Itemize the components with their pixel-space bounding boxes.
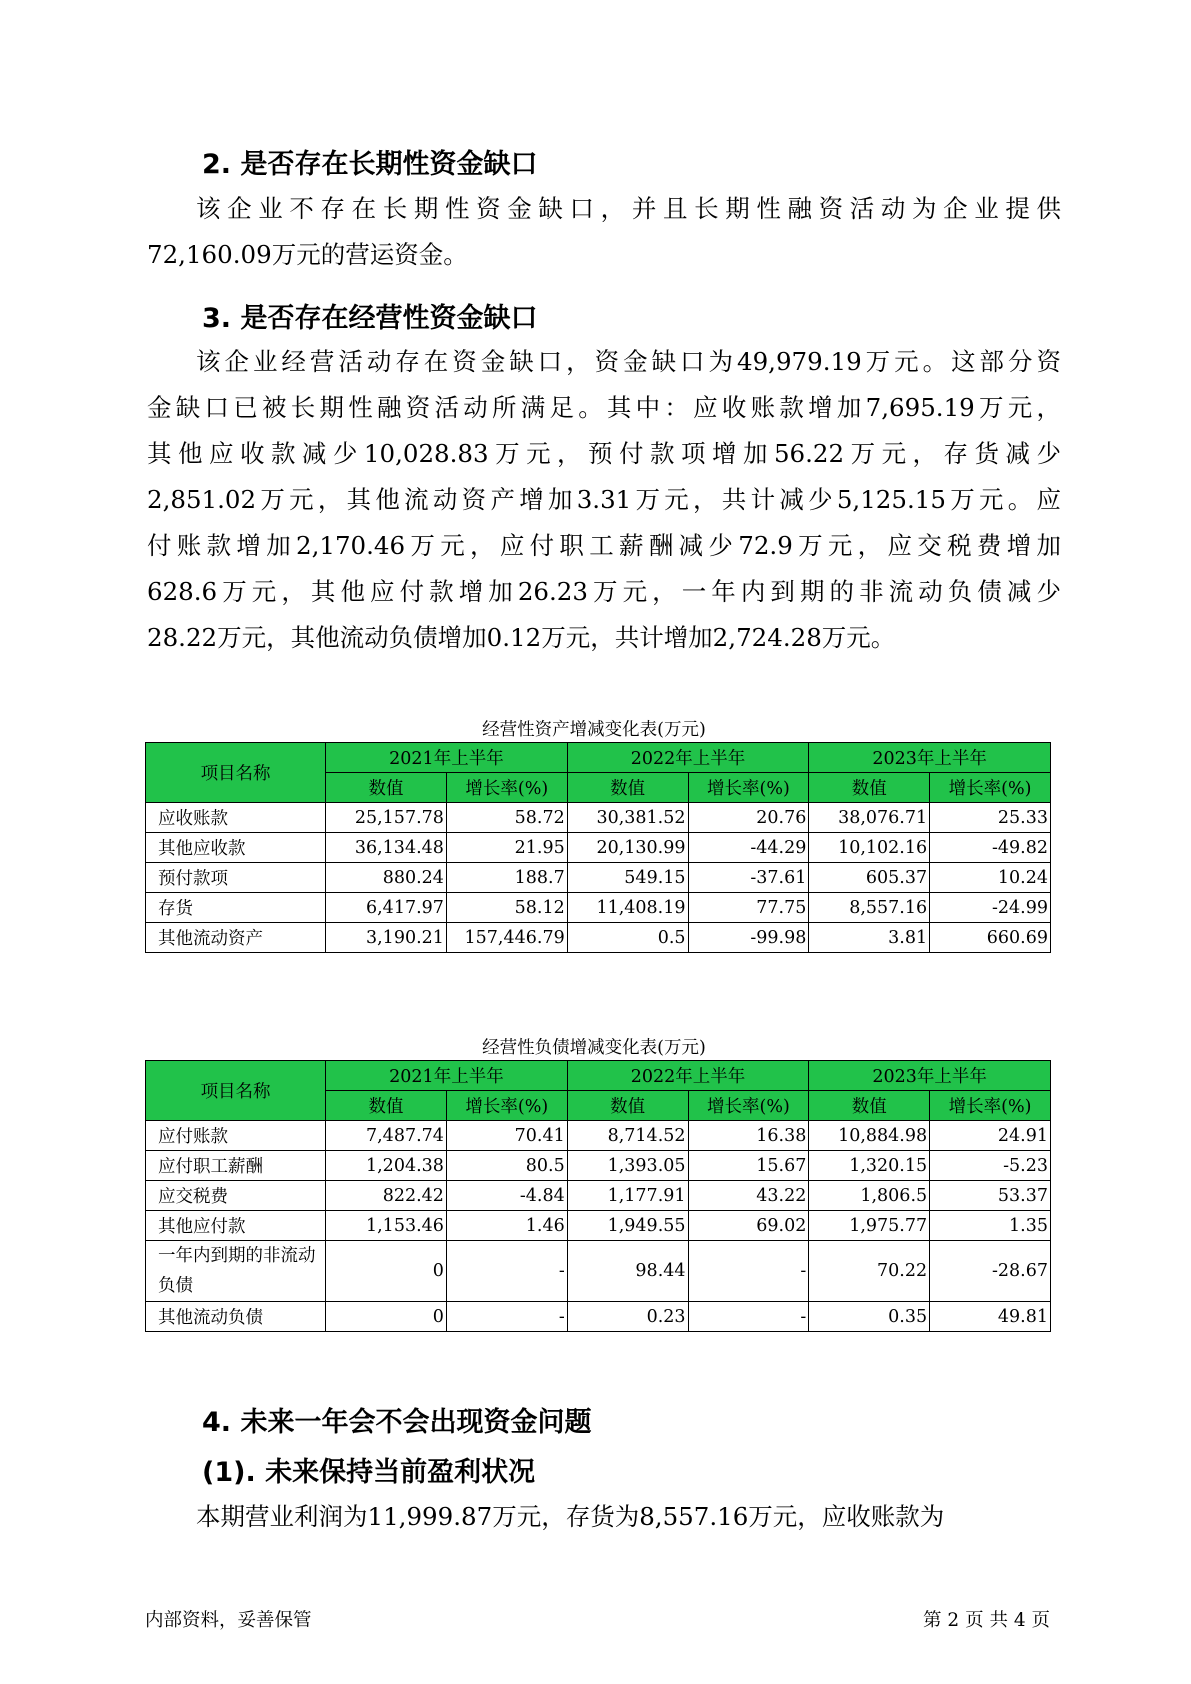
table-row <box>146 1302 1051 1332</box>
section-4-paragraph <box>147 1494 1061 1540</box>
column-header-value: 数值 <box>567 773 688 803</box>
row-label: 应交税费 <box>146 1181 326 1211</box>
column-header-period: 2021年上半年 <box>326 1061 568 1091</box>
table-row <box>146 1211 1051 1241</box>
table-cell: 1,320.15 <box>809 1151 930 1181</box>
table-cell: 43.22 <box>688 1181 809 1211</box>
table-cell: 80.5 <box>446 1151 567 1181</box>
row-label: 其他流动负债 <box>146 1302 326 1332</box>
row-label: 应付账款 <box>146 1121 326 1151</box>
table-cell: 1.46 <box>446 1211 567 1241</box>
section-2-paragraph <box>147 186 1061 278</box>
table-cell: -49.82 <box>930 833 1051 863</box>
table-cell: 24.91 <box>930 1121 1051 1151</box>
column-header-value: 数值 <box>326 1091 447 1121</box>
section-3-paragraph <box>147 339 1061 661</box>
table-cell: 58.72 <box>446 803 567 833</box>
column-header-growth-rate: 增长率(%) <box>446 1091 567 1121</box>
table-cell: 1.35 <box>930 1211 1051 1241</box>
paragraph-line: 628.6万元，其他应付款增加26.23万元，一年内到期的非流动负债减少 <box>147 577 1061 606</box>
table-cell: 20,130.99 <box>567 833 688 863</box>
footer-page-number: 第 2 页 共 4 页 <box>923 1610 1050 1631</box>
table-cell: 69.02 <box>688 1211 809 1241</box>
table-cell: 25,157.78 <box>326 803 447 833</box>
table-cell: 1,806.5 <box>809 1181 930 1211</box>
operating-assets-table <box>145 742 1051 953</box>
table-cell: 77.75 <box>688 893 809 923</box>
table-cell: 10,102.16 <box>809 833 930 863</box>
table-cell: 15.67 <box>688 1151 809 1181</box>
table-cell: 98.44 <box>567 1241 688 1302</box>
paragraph-line: 本期营业利润为11,999.87万元，存货为8,557.16万元，应收账款为 <box>196 1502 945 1531</box>
table-cell: 20.76 <box>688 803 809 833</box>
table-row <box>146 833 1051 863</box>
column-header-value: 数值 <box>567 1091 688 1121</box>
table-cell: -5.23 <box>930 1151 1051 1181</box>
table-cell: 6,417.97 <box>326 893 447 923</box>
section-3-heading: 3. 是否存在经营性资金缺口 <box>202 303 538 334</box>
table-cell: 8,714.52 <box>567 1121 688 1151</box>
table-cell: 1,393.05 <box>567 1151 688 1181</box>
table-cell: 38,076.71 <box>809 803 930 833</box>
paragraph-line: 其他应收款减少10,028.83万元，预付款项增加56.22万元，存货减少 <box>147 439 1061 468</box>
table-cell: 1,177.91 <box>567 1181 688 1211</box>
column-header-period: 2022年上半年 <box>567 743 809 773</box>
column-header-period: 2023年上半年 <box>809 1061 1051 1091</box>
column-header-growth-rate: 增长率(%) <box>688 1091 809 1121</box>
table-cell: - <box>446 1302 567 1332</box>
table-cell: - <box>688 1241 809 1302</box>
paragraph-line: 72,160.09万元的营运资金。 <box>147 240 468 269</box>
paragraph-line: 该企业经营活动存在资金缺口，资金缺口为49,979.19万元。这部分资 <box>196 347 1061 376</box>
row-label: 其他流动资产 <box>146 923 326 953</box>
section-4-subheading: (1). 未来保持当前盈利状况 <box>202 1457 536 1488</box>
column-header-item-name: 项目名称 <box>146 743 326 803</box>
row-label: 应收账款 <box>146 803 326 833</box>
table-cell: 7,487.74 <box>326 1121 447 1151</box>
table-cell: -4.84 <box>446 1181 567 1211</box>
table-cell: 549.15 <box>567 863 688 893</box>
column-header-period: 2022年上半年 <box>567 1061 809 1091</box>
table-cell: 880.24 <box>326 863 447 893</box>
column-header-value: 数值 <box>809 773 930 803</box>
table-cell: 10.24 <box>930 863 1051 893</box>
table-cell: -37.61 <box>688 863 809 893</box>
footer-confidential-note: 内部资料，妥善保管 <box>145 1610 312 1631</box>
table-cell: 11,408.19 <box>567 893 688 923</box>
table-row <box>146 803 1051 833</box>
column-header-growth-rate: 增长率(%) <box>930 1091 1051 1121</box>
table-cell: 70.41 <box>446 1121 567 1151</box>
column-header-period: 2023年上半年 <box>809 743 1051 773</box>
row-label: 其他应付款 <box>146 1211 326 1241</box>
table-cell: -99.98 <box>688 923 809 953</box>
row-label: 存货 <box>146 893 326 923</box>
table-cell: 3,190.21 <box>326 923 447 953</box>
column-header-item-name: 项目名称 <box>146 1061 326 1121</box>
column-header-growth-rate: 增长率(%) <box>930 773 1051 803</box>
table-cell: 188.7 <box>446 863 567 893</box>
paragraph-line: 2,851.02万元，其他流动资产增加3.31万元，共计减少5,125.15万元。应 <box>147 485 1061 514</box>
table-row <box>146 1151 1051 1181</box>
table-cell: - <box>446 1241 567 1302</box>
table-cell: 605.37 <box>809 863 930 893</box>
table-row <box>146 1181 1051 1211</box>
column-header-value: 数值 <box>326 773 447 803</box>
table-row <box>146 893 1051 923</box>
table-cell: -28.67 <box>930 1241 1051 1302</box>
table-cell: 21.95 <box>446 833 567 863</box>
table-row <box>146 923 1051 953</box>
table-cell: 36,134.48 <box>326 833 447 863</box>
table-2-caption: 经营性负债增减变化表(万元) <box>482 1038 706 1058</box>
table-row <box>146 863 1051 893</box>
table-row <box>146 1241 1051 1302</box>
row-label: 一年内到期的非流动负债 <box>146 1241 326 1302</box>
paragraph-line: 金缺口已被长期性融资活动所满足。其中：应收账款增加7,695.19万元， <box>147 393 1061 422</box>
table-cell: 0 <box>326 1302 447 1332</box>
table-cell: 70.22 <box>809 1241 930 1302</box>
table-cell: -44.29 <box>688 833 809 863</box>
table-cell: 0.23 <box>567 1302 688 1332</box>
paragraph-line: 付账款增加2,170.46万元，应付职工薪酬减少72.9万元，应交税费增加 <box>147 531 1061 560</box>
section-4-heading: 4. 未来一年会不会出现资金问题 <box>202 1407 592 1438</box>
table-cell: 30,381.52 <box>567 803 688 833</box>
paragraph-line: 28.22万元，其他流动负债增加0.12万元，共计增加2,724.28万元。 <box>147 623 896 652</box>
table-cell: 1,204.38 <box>326 1151 447 1181</box>
row-label: 其他应收款 <box>146 833 326 863</box>
table-cell: 660.69 <box>930 923 1051 953</box>
column-header-period: 2021年上半年 <box>326 743 568 773</box>
table-cell: 1,949.55 <box>567 1211 688 1241</box>
table-cell: 157,446.79 <box>446 923 567 953</box>
table-cell: 0 <box>326 1241 447 1302</box>
table-cell: 8,557.16 <box>809 893 930 923</box>
table-cell: 53.37 <box>930 1181 1051 1211</box>
row-label: 预付款项 <box>146 863 326 893</box>
table-1-caption: 经营性资产增减变化表(万元) <box>482 720 706 740</box>
column-header-value: 数值 <box>809 1091 930 1121</box>
column-header-growth-rate: 增长率(%) <box>446 773 567 803</box>
column-header-growth-rate: 增长率(%) <box>688 773 809 803</box>
section-2-heading: 2. 是否存在长期性资金缺口 <box>202 149 538 180</box>
table-cell: 822.42 <box>326 1181 447 1211</box>
row-label: 应付职工薪酬 <box>146 1151 326 1181</box>
table-cell: 0.35 <box>809 1302 930 1332</box>
table-cell: 49.81 <box>930 1302 1051 1332</box>
table-cell: 16.38 <box>688 1121 809 1151</box>
table-cell: 3.81 <box>809 923 930 953</box>
table-cell: 25.33 <box>930 803 1051 833</box>
table-cell: 0.5 <box>567 923 688 953</box>
table-row <box>146 1121 1051 1151</box>
table-cell: 1,975.77 <box>809 1211 930 1241</box>
table-cell: 58.12 <box>446 893 567 923</box>
table-cell: 10,884.98 <box>809 1121 930 1151</box>
table-cell: -24.99 <box>930 893 1051 923</box>
operating-liabilities-table <box>145 1060 1051 1332</box>
paragraph-line: 该企业不存在长期性资金缺口，并且长期性融资活动为企业提供 <box>196 194 1061 223</box>
table-cell: 1,153.46 <box>326 1211 447 1241</box>
table-cell: - <box>688 1302 809 1332</box>
